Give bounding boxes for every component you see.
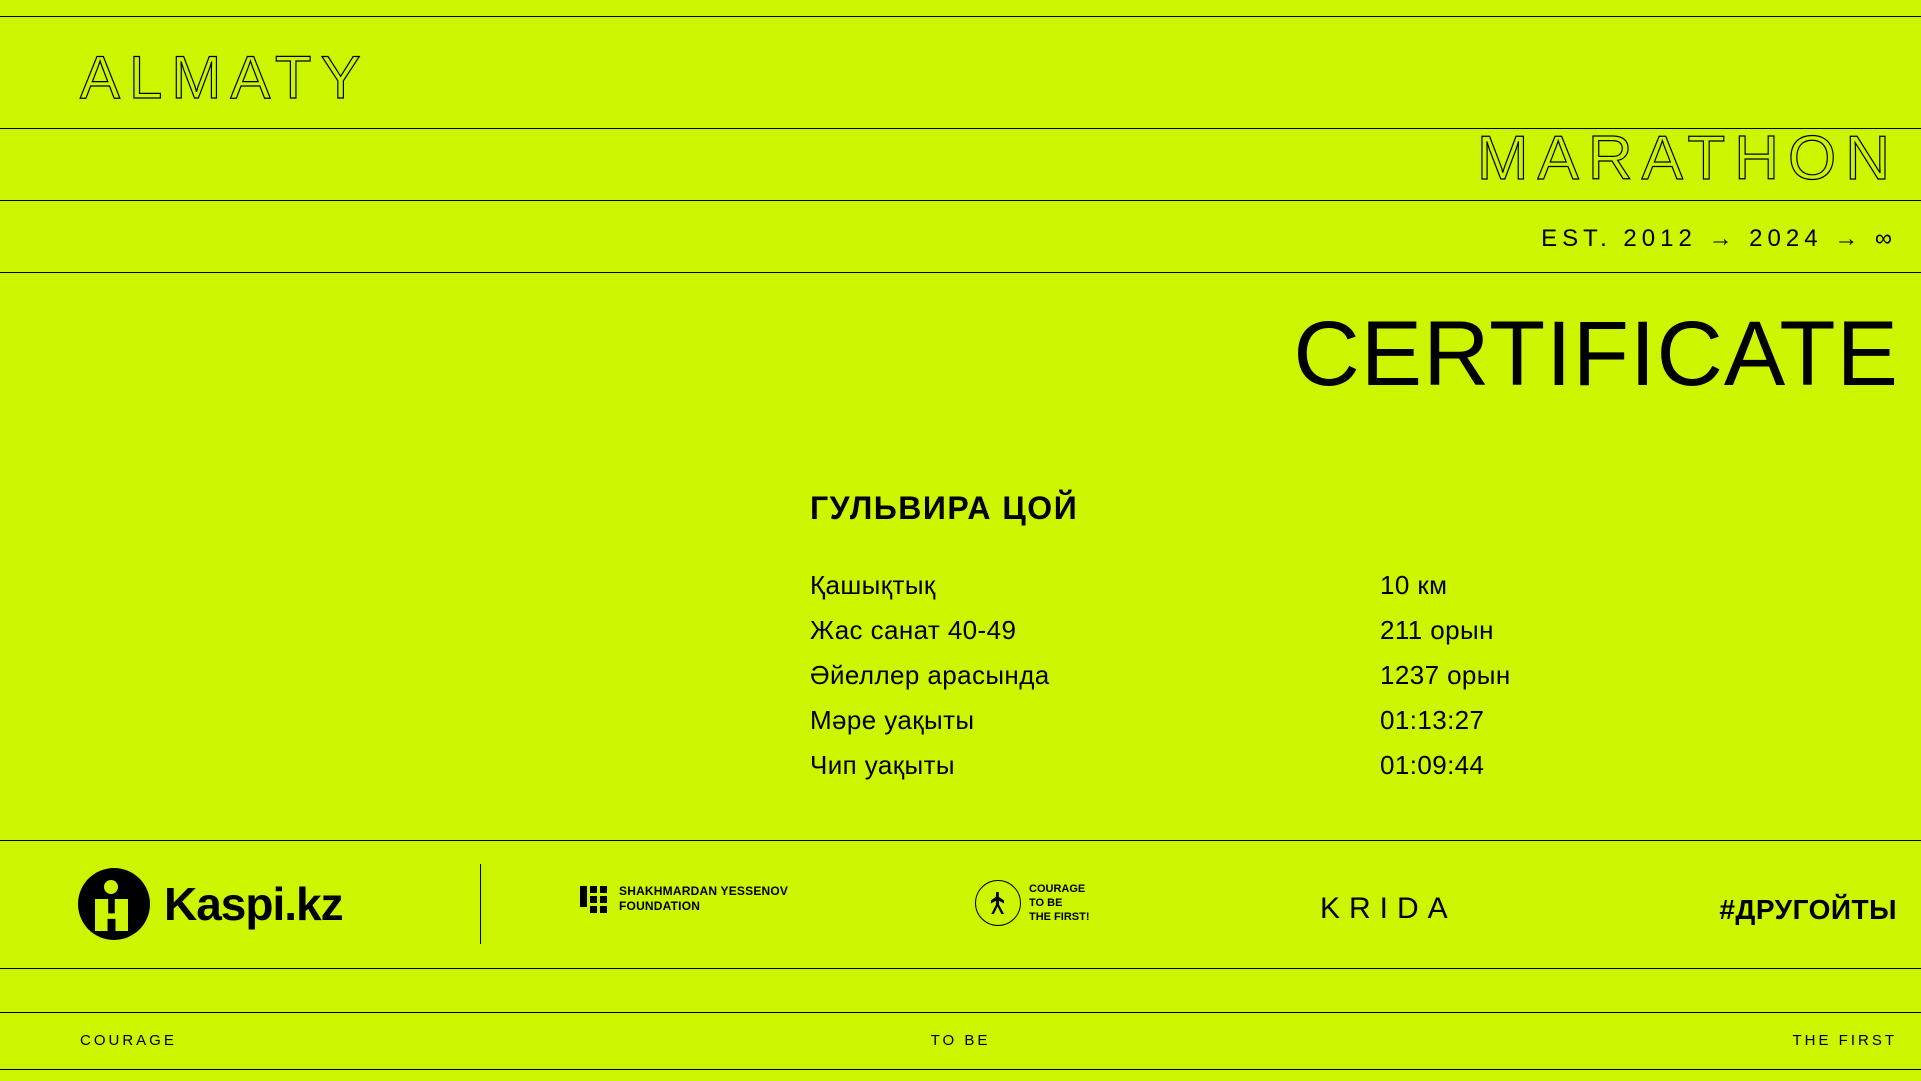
footer-left: COURAGE <box>80 1032 177 1049</box>
sponsor-krida: KRIDA <box>1320 892 1457 925</box>
rule-bottom <box>0 1069 1921 1070</box>
corporate-fund-seal-icon <box>975 880 1021 926</box>
corporate-fund-wordmark <box>1029 882 1090 925</box>
result-value: 10 км <box>1380 570 1448 600</box>
footer-center: TO BE <box>930 1032 991 1049</box>
result-value: 01:09:44 <box>1380 750 1485 780</box>
sponsor-kaspi <box>78 868 343 940</box>
brand-almaty: ALMATY <box>80 44 370 111</box>
result-value: 01:13:27 <box>1380 705 1485 735</box>
result-value: 211 орын <box>1380 615 1494 645</box>
table-row <box>810 615 1710 646</box>
athlete-name: ГУЛЬВИРА ЦОЙ <box>810 490 1079 526</box>
rule-under-marathon <box>0 200 1921 201</box>
yessenov-logo-icon <box>580 886 607 913</box>
campaign-hashtag: #ДРУГОЙТЫ <box>1719 894 1897 925</box>
footer-right: THE FIRST <box>1792 1032 1897 1049</box>
corporate-line-1: COURAGE <box>1029 882 1086 895</box>
yessenov-wordmark <box>619 884 788 914</box>
result-label: Жас санат 40-49 <box>810 615 1017 645</box>
table-row <box>810 660 1710 691</box>
table-row <box>810 705 1710 736</box>
kaspi-wordmark: Kaspi.kz <box>164 878 343 930</box>
result-value: 1237 орын <box>1380 660 1511 690</box>
footer-slogan <box>0 1012 1921 1069</box>
rule-under-est <box>0 272 1921 273</box>
table-row <box>810 570 1710 601</box>
result-label: Қашықтық <box>810 570 936 600</box>
sponsor-yessenov-foundation <box>580 884 788 914</box>
rule-top <box>0 16 1921 17</box>
page-title: CERTIFICATE <box>1293 303 1899 405</box>
results-table <box>810 570 1710 795</box>
kaspi-logo-icon <box>78 868 150 940</box>
corporate-line-2: TO BE <box>1029 896 1063 909</box>
brand-marathon: MARATHON <box>1476 124 1899 193</box>
result-label: Әйеллер арасында <box>810 660 1050 690</box>
established-line: EST. 2012 → 2024 → ∞ <box>1541 225 1897 252</box>
result-label: Чип уақыты <box>810 750 955 780</box>
yessenov-line-2: FOUNDATION <box>619 899 701 913</box>
yessenov-line-1: SHAKHMARDAN YESSENOV <box>619 884 789 898</box>
corporate-line-3: THE FIRST! <box>1029 911 1090 924</box>
sponsor-divider <box>480 864 481 944</box>
table-row <box>810 750 1710 781</box>
sponsor-corporate-fund <box>975 880 1090 926</box>
result-label: Мәре уақыты <box>810 705 975 735</box>
sponsor-strip <box>0 840 1921 968</box>
rule-below-sponsors <box>0 968 1921 969</box>
